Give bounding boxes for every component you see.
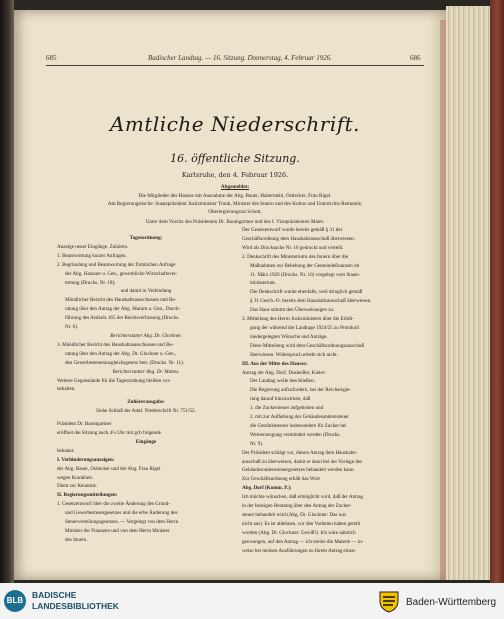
text-line: ausschuß zu überweisen, damit er dann bei der Vorlage des: [242, 458, 363, 465]
text-line: eröffnet die Sitzung nach 4¼ Uhr mit gcb folgende: [57, 430, 161, 437]
text-line: 2. Denkschrift des Ministeriums des Innern über die: [242, 253, 349, 260]
text-line: Nr. 9).: [250, 440, 264, 447]
section-heading: II. Regierungsmitteilungen:: [57, 492, 118, 499]
left-text-column: [57, 234, 235, 545]
text-line: Antrag der Abg. Dorf, Dusheißer, Kieler:: [242, 369, 326, 376]
text-line: Der Landtag wolle beschließen:: [250, 378, 315, 385]
text-line: 1. Gesetzentwurf über die zweite Änderung des Grund-: [57, 501, 170, 508]
text-line: Siehe Schluß der Amtl. Niederschrift Nr. 751/52.: [96, 408, 196, 415]
document-title: Amtliche Niederschrift.: [109, 112, 361, 136]
text-line: ministerium.: [250, 280, 276, 287]
text-line: Diese Mitteilung wird dem Geschäftsordnungsausschuß: [250, 342, 365, 349]
page-edges: [446, 6, 490, 580]
text-line: Anzeige neuer Eingänge. Zuhören.: [57, 243, 129, 250]
page-number-right: 686: [410, 54, 421, 62]
text-line: den Gewerbesteuerausgleichsgesetz betr. (Drucks. Nr. 11).: [65, 359, 185, 366]
text-line: des Innern.: [65, 536, 88, 543]
section-heading: Eingänge: [135, 438, 157, 445]
text-line: Der Präsident schlägt vor, diesen Antrag dem Haushalts-: [242, 449, 358, 456]
text-line: 1. Beantwortung kurzer Anfragen.: [57, 252, 127, 259]
text-line: Gebäudesonderesteuergesetzes behandelt werden kann.: [242, 467, 355, 474]
text-line: niedergelegten Wünsche und Anträge.: [250, 333, 328, 340]
chair-line: Unter dem Vorsitz des Präsidenten Dr. Baumgartner und des I. Vizepräsidenten Maier.: [145, 219, 325, 225]
text-line: steuer behandelt wird (Abg. Dr. Glockner: Das war: [242, 512, 347, 518]
text-line: Maßnahmen zur Behebung der Gemeindefinanzen im: [250, 262, 360, 269]
text-line: Wird als Drucksache Nr. 10 gedruckt und verteilt.: [242, 244, 344, 251]
text-line: Minister der Finanzen und von dem Herrn Minister: [65, 528, 170, 534]
text-line: überwiesen. Widerspruch erhebt sich nicht.: [250, 351, 338, 358]
text-line: 3. Mündlicher Bericht des Haushaltsausschusses und Be-: [57, 341, 174, 348]
absent-line: Die Mitglieder des Hauses mit Ausnahme der Abg. Bauer, Habermehl, Ostlecker, Frau Rigel.: [138, 193, 332, 199]
right-text-column: [242, 226, 420, 556]
section-heading: Zuhörerausgabe:: [127, 399, 165, 406]
text-line: Zur Geschäftsordnung erhält das Wort: [242, 476, 320, 483]
text-line: Die Regierung aufzufordern, bei der Reichsregie-: [250, 387, 351, 394]
session-title: 16. öffentliche Sitzung.: [170, 152, 300, 165]
section-heading: Tagesordnung:: [129, 235, 163, 241]
text-line: Nr. 6).: [65, 324, 79, 331]
header-rule: [46, 65, 424, 66]
baden-wuerttemberg-crest-icon: [378, 589, 400, 613]
text-line: Weinerzeugung vermindert werden (Drucks.: [250, 431, 341, 438]
text-line: 1. die Zuckersteuer aufgehoben und: [250, 405, 324, 412]
book-cover-edge: [490, 0, 504, 583]
absent-line: Am Regierungstische: Staatspräsident Justizminister Trunk, Minister des Innern und des Kultus und Unterrichts Remmele,: [107, 201, 363, 207]
absent-line: Oberregierungsrat Schott.: [208, 209, 262, 215]
text-line: Steuerverteilungsgesetzes. — Vorgelegt von dem Herrn: [65, 519, 179, 526]
text-line: Dient zur Kenntnis.: [57, 483, 98, 490]
text-line: 3. Mitteilung des Herrn Justizministers über die Erlidi-: [242, 316, 354, 323]
text-line: gung der während der Landtage 1924/25 zu Protokoll: [250, 324, 360, 331]
text-line: wegen Krankheit.: [57, 474, 94, 481]
blb-logo[interactable]: BLB: [4, 590, 26, 612]
section-heading: Abg. Dorf (Komm. P.):: [242, 485, 292, 492]
library-name[interactable]: [32, 590, 119, 612]
text-line: rung darauf hinzuwirken, daß: [250, 396, 311, 403]
text-line: Berichterstatter Abg. Dr. Mattes.: [112, 368, 180, 375]
text-line: § 31 Gesch.-O. bereits dem Haushaltsausschuß überwiesen.: [250, 298, 372, 305]
state-name[interactable]: Baden-Württemberg: [406, 597, 497, 608]
text-line: 2. mit zur Aufhebung der Gebäudesonderesteuer: [250, 414, 349, 421]
text-line: Weitere Gegenstände für die Tagesordnung bleiben vor-: [57, 377, 171, 384]
library-name-line1: BADISCHE: [32, 590, 77, 600]
section-heading: III. Aus der Mitte des Hauses:: [242, 360, 308, 367]
text-line: gezwungen, auf den Antrag — ich meine die Materie — in-: [242, 538, 364, 545]
text-line: behalten.: [57, 386, 76, 393]
running-head: Badischer Landtag. — 16. Sitzung. Donnerstag, 4. Februar 1926.: [148, 54, 332, 62]
text-line: und Gewerbesteuergesetzes und die erbe Änderung des: [65, 510, 178, 517]
text-line: die Getränkesteuer insbesondere für Zucker bei: [250, 422, 347, 429]
text-line: Der Gesetzentwurf wurde bereits gemäß § 31 der: [242, 227, 343, 233]
text-line: Ich möchte wünschen, daß ermöglicht wird, daß der Antrag: [242, 494, 364, 501]
text-line: Mündlicher Bericht des Haushaltsausschusses und Be-: [65, 297, 177, 304]
text-line: worden (Abg. Dr. Glockner: Gewiß!). Ich wäre nämlich: [242, 529, 356, 536]
text-line: der Abg. Hanauer u. Gen., gewerbliche Wirtschaftsver-: [65, 270, 178, 277]
text-line: der Abg. Bauer, Ostlecker und der Abg. Frau Rigel: [57, 465, 161, 472]
text-line: in der heutigen Beratung über den Antrag der Zucker-: [242, 503, 352, 510]
text-line: bekannt:: [57, 447, 75, 454]
text-line: führung des Artikels 165 der Reichsverfassung (Drucks.: [65, 315, 180, 322]
text-line: ratung über den Antrag der Abg. Marum u. Gen., Durch-: [65, 306, 181, 313]
text-line: nicht aus). Es ist ablehnen, wir den Vorbeten haben geteilt: [242, 520, 361, 527]
text-line: weise bei meinen Ausführungen zu Ihrem Antrag einzu-: [242, 547, 357, 554]
text-line: 11. März 1926 (Drucks. Nr. 16) vorgelegt vom Staats-: [250, 271, 361, 278]
text-line: Die Denkschrift wurde ebenfalls, weil dringlich gemäß: [250, 289, 363, 296]
section-heading: I. Verhinderungsanzeigen:: [57, 456, 115, 463]
text-line: Geschäftsordnung dem Haushaltsausschuß überwiesen.: [242, 235, 355, 242]
book-spine: [0, 0, 14, 583]
place-date: Karlsruhe, den 4. Februar 1926.: [181, 171, 289, 179]
text-line: Das Haus stimmt den Überweisungen zu.: [250, 307, 335, 314]
library-name-line2: LANDESBIBLIOTHEK: [32, 601, 119, 611]
absent-heading: Abgemeldet:: [220, 184, 250, 190]
page-number-left: 685: [46, 54, 57, 62]
text-line: Präsident Dr. Baumgartner: [57, 421, 112, 428]
text-line: tretung (Drucks. Nr. 18);: [65, 279, 116, 286]
text-line: 2. Begründung und Beantwortung der förmlichen Anfrage: [57, 261, 176, 268]
text-line: und damit in Verbindung: [120, 288, 172, 295]
text-line: Berichterstatter Abg. Dr. Glockner.: [110, 332, 182, 339]
text-line: ratung über den Antrag der Abg. Dr. Glockner u. Gen.,: [65, 350, 177, 357]
